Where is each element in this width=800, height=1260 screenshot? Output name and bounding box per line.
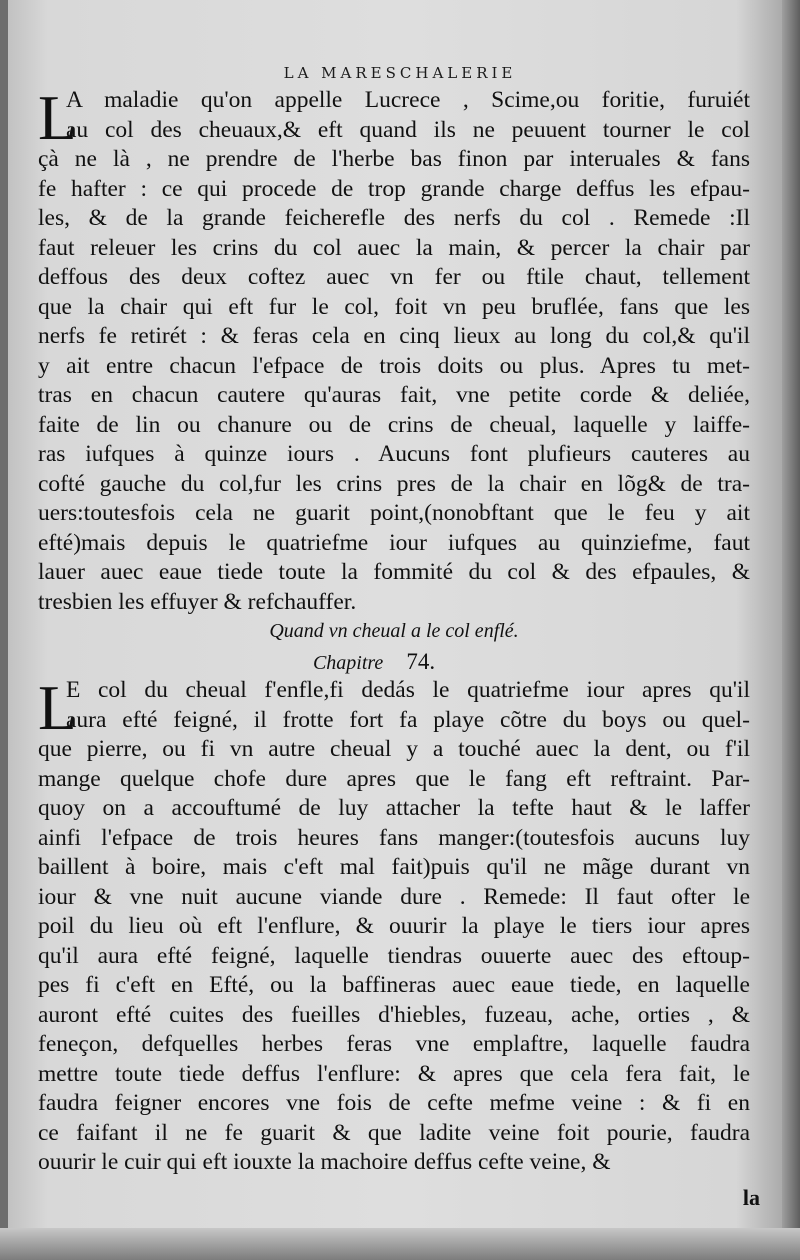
text-line: pes fi c'eft en Efté, ou la baffineras auec eaue tiede, en laquelle bbox=[38, 972, 750, 998]
text-line: efté)mais depuis le quatriefme iour iufques au quinziefme, faut bbox=[38, 529, 750, 556]
page-edge-left bbox=[0, 0, 8, 1260]
chapter-label bbox=[38, 647, 750, 677]
text-line: lauer auec eaue tiede toute la fommité du col & des efpaules, & bbox=[38, 559, 750, 585]
text-line: aura efté feigné, il frotte fort fa playe cõtre du boys ou quel- bbox=[66, 706, 750, 733]
text-line: uers:toutesfois cela ne guarit point,(nonobftant que le feu y ait bbox=[38, 500, 750, 526]
page-edge-right bbox=[782, 0, 800, 1260]
drop-cap: L bbox=[38, 672, 78, 743]
text-line: qu'il aura efté feigné, laquelle tiendras ouuerte auec des eftoup- bbox=[38, 942, 750, 969]
text-line: E col du cheual f'enfle,fi dedás le quatriefme iour apres qu'il bbox=[66, 677, 750, 703]
text-line: ce faifant il ne fe guarit & que ladite veine foit pourie, faudra bbox=[38, 1119, 750, 1146]
text-line: poil du lieu où eft l'enflure, & ouurir la playe le tiers iour apres bbox=[38, 913, 750, 939]
text-line: faut releuer les crins du col auec la main, & percer la chair par bbox=[38, 234, 750, 261]
text-line: fe hafter : ce qui procede de trop grande charge deffus les efpau- bbox=[38, 175, 750, 202]
text-line: cofté gauche du col,fur les crins pres de la chair en lõg& de tra- bbox=[38, 470, 750, 497]
paragraph-col-enfle bbox=[38, 672, 750, 1178]
text-line: quoy on a accouftumé de luy attacher la tefte haut & le laffer bbox=[38, 795, 750, 821]
chapter-word: Chapitre bbox=[312, 651, 384, 674]
text-line: tras en chacun cautere qu'auras fait, vne petite corde & deliée, bbox=[38, 382, 750, 408]
drop-cap: L bbox=[38, 82, 78, 153]
text-line: y ait entre chacun l'efpace de trois doits ou plus. Apres tu met- bbox=[38, 352, 750, 379]
text-line: feneçon, defquelles herbes feras vne emplaftre, laquelle faudra bbox=[38, 1031, 750, 1057]
text-line: faudra feigner encores vne fois de cefte mefme veine : & fi en bbox=[38, 1090, 750, 1116]
text-line: les, & de la grande feicherefle des nerfs du col . Remede :Il bbox=[38, 205, 750, 231]
text-line: que pierre, ou fi vn autre cheual y a touché auec la dent, ou f'il bbox=[38, 736, 750, 762]
text-line: mettre toute tiede deffus l'enflure: & apres que cela fera fait, le bbox=[38, 1060, 750, 1087]
text-line: nerfs fe retirét : & feras cela en cinq lieux au long du col,& qu'il bbox=[38, 323, 750, 349]
text-line: ouurir le cuir qui eft iouxte la machoire deffus cefte veine, & bbox=[38, 1149, 611, 1175]
running-header: LA MARESCHALERIE bbox=[283, 64, 517, 82]
text-line: çà ne là , ne prendre de l'herbe bas finon par interuales & fans bbox=[38, 146, 750, 172]
text-line: mange quelque chofe dure apres que le fang eft reftraint. Par- bbox=[38, 765, 750, 792]
text-line: A maladie qu'on appelle Lucrece , Scime,ou foritie, furuiét bbox=[66, 87, 750, 113]
text-line: faite de lin ou chanure ou de crins de cheual, laquelle y laiffe- bbox=[38, 411, 750, 438]
text-line: auront efté cuites des fueilles d'hiebles, fuzeau, ache, orties , & bbox=[38, 1001, 750, 1028]
text-line: que la chair qui eft fur le col, foit vn peu bruflée, fans que les bbox=[38, 293, 750, 320]
text-line: ainfi l'efpace de trois heures fans manger:(toutesfois aucuns luy bbox=[38, 824, 750, 851]
text-line: tresbien les effuyer & refchauffer. bbox=[38, 588, 357, 615]
chapter-number: 74. bbox=[406, 648, 436, 674]
text-line: baillent à boire, mais c'eft mal fait)puis qu'il ne mãge durant vn bbox=[38, 854, 750, 880]
text-line: ras iufques à quinze iours . Aucuns font plufieurs cauteres au bbox=[38, 441, 750, 467]
paragraph-lucrece bbox=[38, 82, 750, 617]
catchword: la bbox=[742, 1185, 760, 1210]
text-line: deffous des deux coftez auec vn fer ou ftile chaut, tellement bbox=[38, 264, 750, 290]
section-heading: Quand vn cheual a le col enflé. bbox=[269, 620, 519, 642]
text-line: au col des cheuaux,& eft quand ils ne peuuent tourner le col bbox=[66, 116, 750, 143]
page-text bbox=[38, 82, 750, 1178]
page-edge-bottom bbox=[0, 1228, 800, 1260]
text-line: iour & vne nuit aucune viande dure . Remede: Il faut ofter le bbox=[38, 883, 750, 910]
